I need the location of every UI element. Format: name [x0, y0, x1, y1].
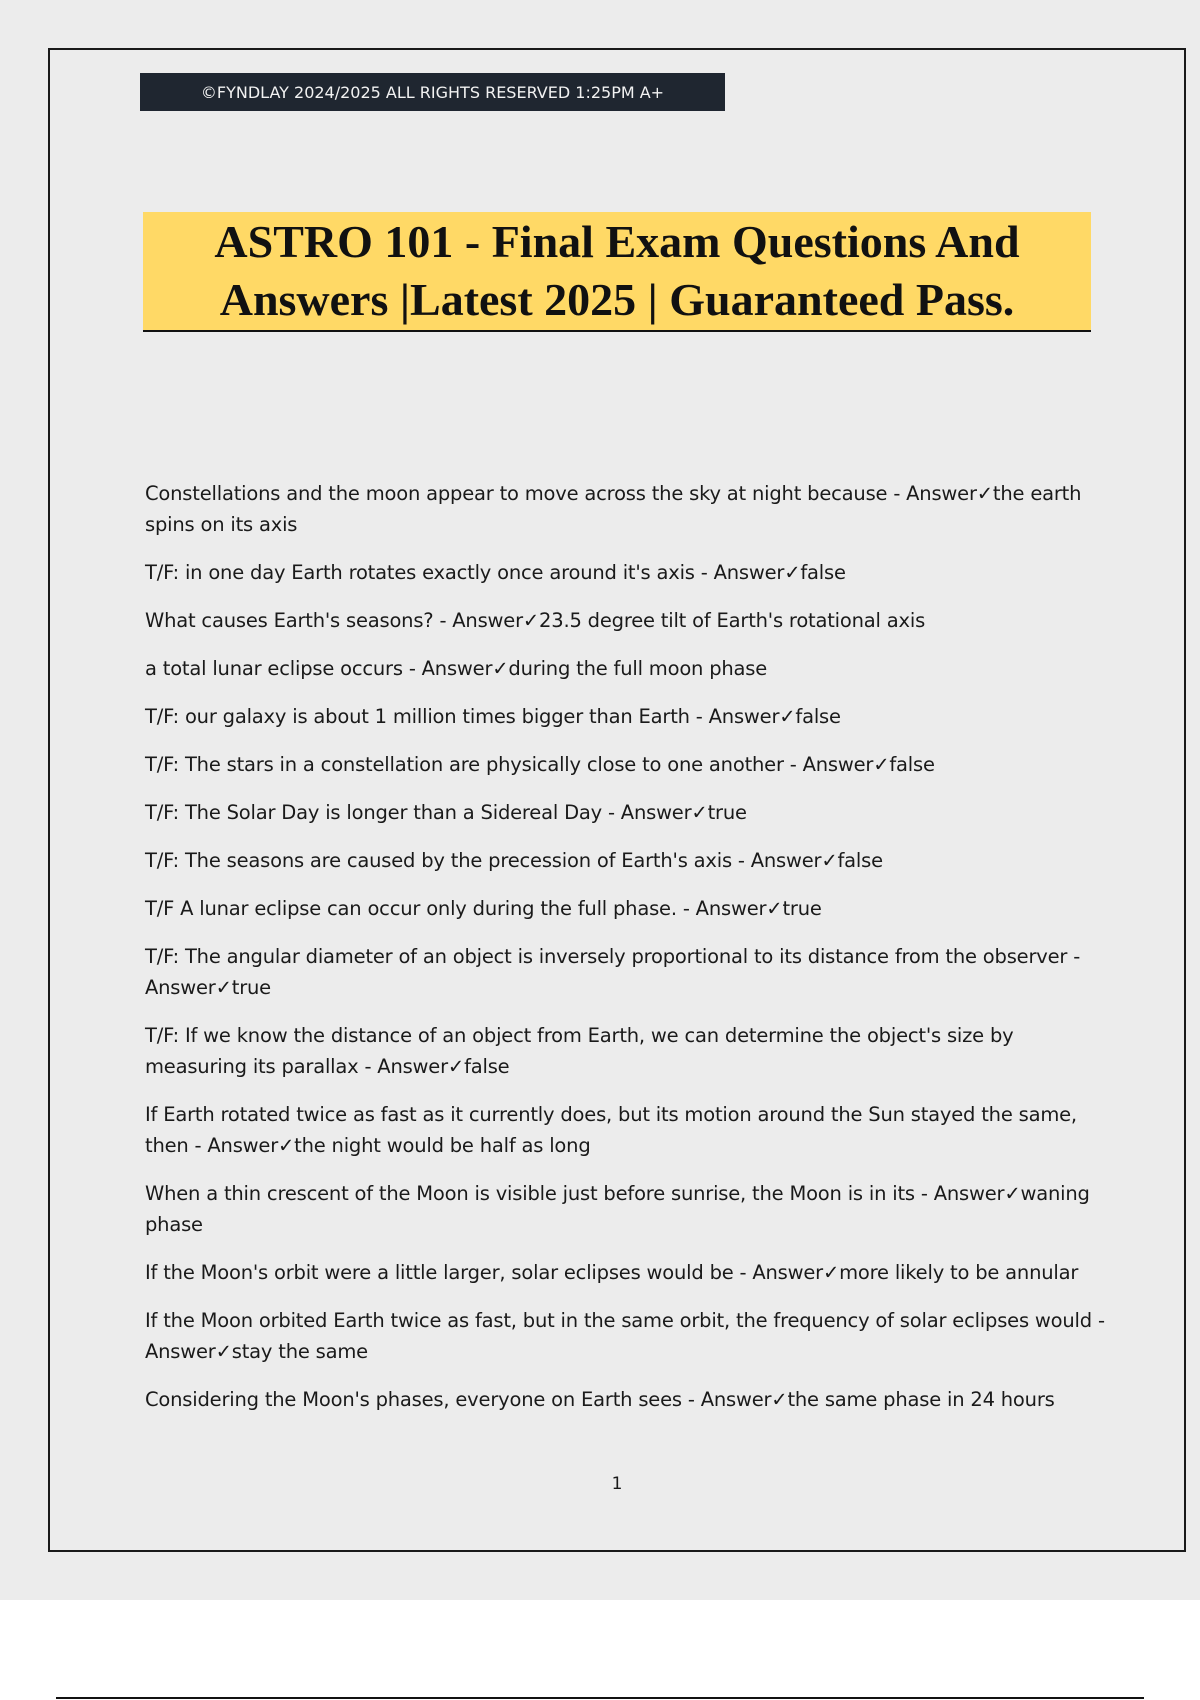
qa-item: T/F: in one day Earth rotates exactly once around it's axis - Answer✓false [145, 561, 846, 584]
qa-item: Considering the Moon's phases, everyone on Earth sees - Answer✓the same phase in 24 hours [145, 1388, 1055, 1411]
page-number: 1 [611, 1474, 623, 1494]
qa-item: a total lunar eclipse occurs - Answer✓during the full moon phase [145, 657, 768, 680]
copyright-banner [140, 73, 725, 111]
next-page-top-rule [56, 1697, 1144, 1699]
qa-item: T/F: The Solar Day is longer than a Sidereal Day - Answer✓true [145, 801, 747, 824]
copyright-text: ©FYNDLAY 2024/2025 ALL RIGHTS RESERVED 1:25PM A+ [200, 82, 665, 102]
qa-item: T/F: The stars in a constellation are physically close to one another - Answer✓false [145, 753, 935, 776]
title-banner [143, 212, 1091, 332]
qa-item: If the Moon orbited Earth twice as fast, but in the same orbit, the frequency of solar eclipses would - Answer✓stay the same [145, 1309, 1105, 1363]
qa-item: T/F: The seasons are caused by the precession of Earth's axis - Answer✓false [145, 849, 883, 872]
document-title [157, 213, 1077, 329]
qa-item: If the Moon's orbit were a little larger, solar eclipses would be - Answer✓more likely to be annular [145, 1261, 1079, 1284]
qa-item: When a thin crescent of the Moon is visible just before sunrise, the Moon is in its - Answer✓waning phase [145, 1182, 1090, 1236]
question-answer-list [145, 478, 1105, 1432]
qa-item: What causes Earth's seasons? - Answer✓23.5 degree tilt of Earth's rotational axis [145, 609, 926, 632]
page-gap [0, 1600, 1200, 1700]
qa-item: T/F: The angular diameter of an object is inversely proportional to its distance from the observer - Answer✓true [145, 945, 1081, 999]
title-line-1: ASTRO 101 - Final Exam Questions And [214, 216, 1020, 267]
qa-item: T/F A lunar eclipse can occur only during the full phase. - Answer✓true [145, 897, 822, 920]
qa-item: Constellations and the moon appear to move across the sky at night because - Answer✓the earth spins on its axis [145, 482, 1082, 536]
qa-item: T/F: our galaxy is about 1 million times bigger than Earth - Answer✓false [145, 705, 841, 728]
title-line-2: Answers |Latest 2025 | Guaranteed Pass. [219, 274, 1015, 325]
qa-item: T/F: If we know the distance of an object from Earth, we can determine the object's size by measuring its parallax - Answer✓false [145, 1024, 1014, 1078]
qa-item: If Earth rotated twice as fast as it currently does, but its motion around the Sun stayed the same, then - Answer✓the night would be half as long [145, 1103, 1077, 1157]
